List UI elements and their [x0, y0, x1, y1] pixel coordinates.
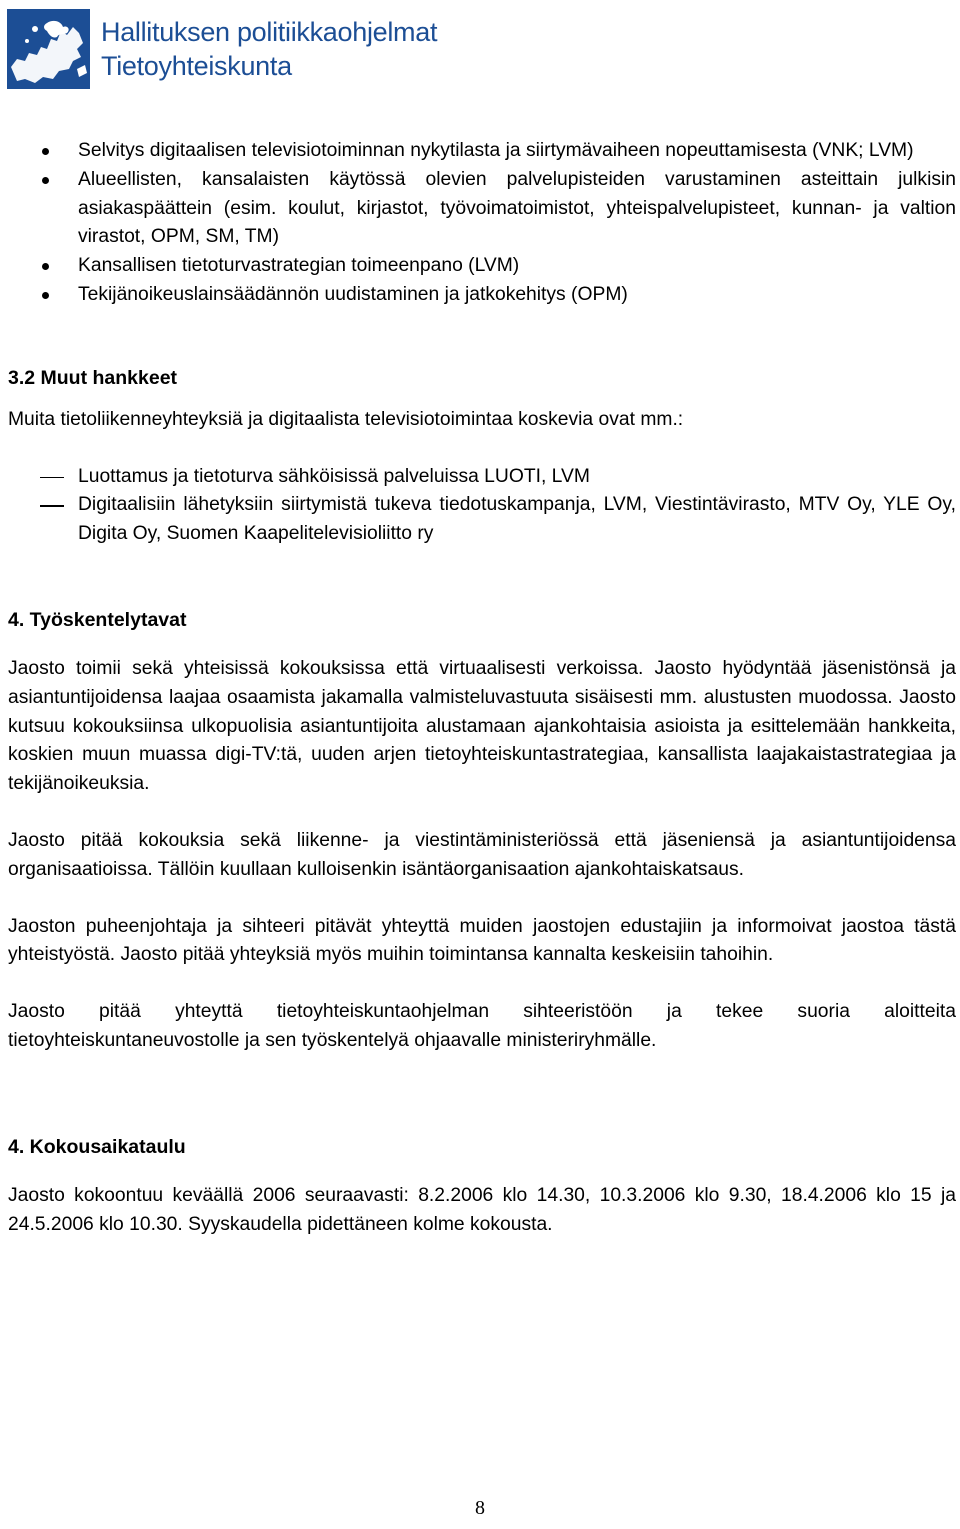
bullet-icon [42, 263, 49, 270]
bullet-icon [42, 177, 49, 184]
list-item: Alueellisten, kansalaisten käytössä olevien palvelupisteiden varustaminen asteittain julkisin asiakaspäättein (esim. koulut, kirjastot, työvoimatoimistot, yhteispalvelupisteet, kunnan- ja valtion virastot, OPM, SM, TM) [8, 166, 956, 252]
paragraph: Jaosto kokoontuu keväällä 2006 seuraavasti: 8.2.2006 klo 14.30, 10.3.2006 klo 9.30, 18.4.2006 klo 15 ja 24.5.2006 klo 10.30. Syyskaudella pidettäneen kolme kokousta. [8, 1184, 956, 1235]
dash-list [8, 463, 956, 549]
bullet-icon [42, 292, 49, 299]
dash-icon [40, 477, 64, 479]
list-item: Digitaalisiin lähetyksiin siirtymistä tukeva tiedotuskampanja, LVM, Viestintävirasto, MTV Oy, YLE Oy, Digita Oy, Suomen Kaapelitelevisioliitto ry [8, 491, 956, 549]
section-heading-kokousaikataulu: 4. Kokousaikataulu [8, 1135, 186, 1158]
section-intro: Muita tietoliikenneyhteyksiä ja digitaalista televisiotoimintaa koskevia ovat mm.: [8, 408, 684, 430]
list-item: Kansallisen tietoturvastrategian toimeenpano (LVM) [8, 252, 956, 281]
paragraph: Jaosto toimii sekä yhteisissä kokouksissa että virtuaalisesti verkoissa. Jaosto hyödyntää jäsenistönsä ja asiantuntijoidensa laajaa osaamista jakamalla valmisteluvastuuta sisäisesti mm. alustusten muodossa. Jaosto kutsuu kokouksiinsa ulkopuolisia asiantuntijoita alustamaan ajankohtaisia asioista ja esittelemään hankkeita, koskien muun muassa digi-TV:tä, uuden arjen tietoyhteiskuntastrategiaa, kansallista laajakaistastrategiaa ja tekijänoikeuksia. [8, 657, 956, 795]
paragraph: Jaosto pitää yhteyttä tietoyhteiskuntaohjelman sihteeristöön ja tekee suoria aloitteita tietoyhteiskuntaneuvostolle ja sen työskentelyä ohjaavalle ministeriryhmälle. [8, 1001, 956, 1051]
list-item: Tekijänoikeuslainsäädännön uudistaminen ja jatkokehitys (OPM) [8, 281, 956, 310]
document-header [7, 7, 437, 91]
paragraph: Jaoston puheenjohtaja ja sihteeri pitävät yhteyttä muiden jaostojen edustajiin ja informoivat jaostoa tästä yhteistyöstä. Jaosto pitää yhteyksiä myös muihin toimintansa kannalta keskeisiin tahoihin. [8, 915, 956, 966]
list-item: Luottamus ja tietoturva sähköisissä palveluissa LUOTI, LVM [8, 463, 956, 492]
section-heading-4: 4. Työskentelytavat [8, 608, 187, 631]
section-heading-3-2: 3.2 Muut hankkeet [8, 366, 178, 389]
paragraph: Jaosto pitää kokouksia sekä liikenne- ja viestintäministeriössä että jäseniensä ja asiantuntijoidensa organisaatioissa. Tällöin kuullaan kulloisenkin isäntäorganisaation ajankohtaiskatsaus. [8, 829, 956, 880]
bullet-list [8, 137, 956, 310]
document-body [8, 137, 956, 1239]
finland-map-lion-icon [7, 9, 90, 89]
bullet-icon [42, 148, 49, 155]
list-item: Selvitys digitaalisen televisiotoiminnan nykytilasta ja siirtymävaiheen nopeuttamisesta (VNK; LVM) [8, 137, 956, 166]
org-name: Hallituksen politiikkaohjelmat [101, 16, 438, 47]
page-number: 8 [475, 1497, 485, 1519]
dash-icon [40, 505, 64, 507]
unit-name: Tietoyhteiskunta [101, 51, 292, 81]
